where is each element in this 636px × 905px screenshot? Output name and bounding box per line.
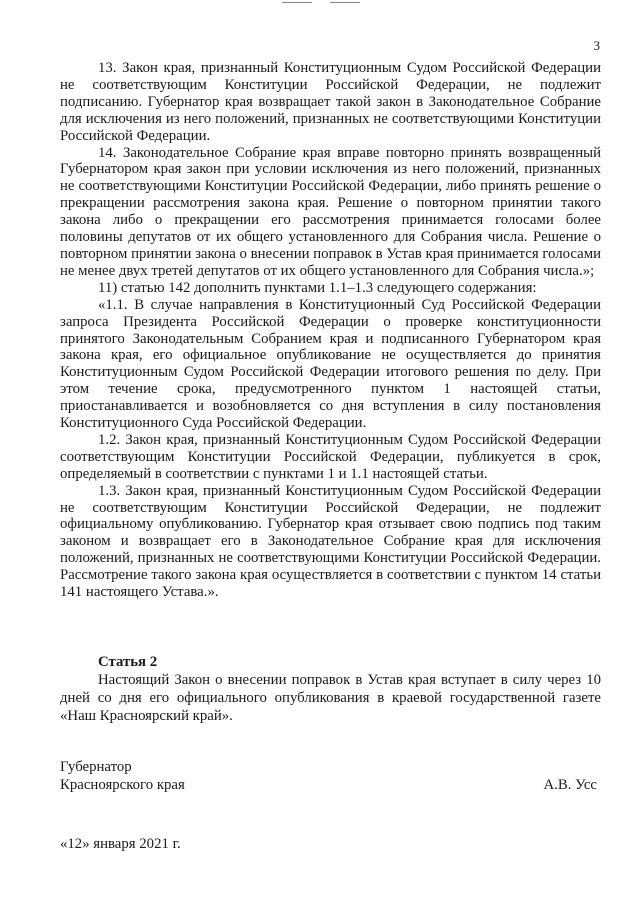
signatory-name: А.В. Усс: [543, 777, 597, 793]
paragraph-item-14: 14. Законодательное Собрание края вправе повторно принять возвращенный Губернатором края закон при условии исключения из него положений, признанных не соответствующими Конституции Российской Федерации, либо принять решение о прекращении рассмотрения закона края. Решение о повторном принятии такого закона либо о прекращении его рассмотрения принимается голосами более половины депутатов от их общего установленного для Собрания числа. Решение о повторном принятии закона о внесении поправок в Устав края принимается голосами не менее двух третей депутатов от их общего установленного для Собрания числа.»;: [60, 144, 601, 279]
article-2-heading: Статья 2: [98, 654, 158, 670]
page-number: 3: [593, 38, 600, 53]
page-top-marks: [282, 0, 372, 6]
signature-line-2: [60, 776, 601, 794]
signatory-title-line2: Красноярского края: [60, 777, 185, 793]
paragraph-item-13: 13. Закон края, признанный Конституционным Судом Российской Федерации не соответствующим Конституции Российской Федерации, не подлежит подписанию. Губернатор края возвращает такой закон в Законодательное Собрание для исключения из него положений, признанных не соответствующими Конституции Российской Федерации.: [60, 60, 601, 144]
article-2-text: Настоящий Закон о внесении поправок в Устав края вступает в силу через 10 дней со дня его официального опубликования в краевой государственной газете «Наш Красноярский край».: [60, 672, 601, 724]
paragraph-item-1-2: 1.2. Закон края, признанный Конституционным Судом Российской Федерации соответствующим Конституции Российской Федерации, публикуется в срок, определяемый в соответствии с пунктами 1 и 1.1 настоящей статьи.: [60, 431, 601, 482]
paragraph-item-1-3: 1.3. Закон края, признанный Конституционным Судом Российской Федерации не соответствующим Конституции Российской Федерации, не подлежит официальному опубликованию. Губернатор края отзывает свою подпись под таким законом и возвращает его в Законодательное Собрание края для исключения положений, признанных не соответствующими Конституции Российской Федерации. Рассмотрение такого закона края осуществляется в соответствии с пунктом 14 статьи 141 настоящего Устава.».: [60, 482, 601, 601]
article-2: [60, 653, 601, 725]
document-date: «12» января 2021 г.: [60, 836, 181, 852]
paragraph-subpoint-11: 11) статью 142 дополнить пунктами 1.1–1.3 следующего содержания:: [98, 279, 537, 296]
signatory-title-line1: Губернатор: [60, 759, 132, 775]
law-body-text: [60, 60, 601, 601]
paragraph-item-1-1: «1.1. В случае направления в Конституционный Суд Российской Федерации запроса Президента Российской Федерации о проверке конституционности принятого Законодательным Собранием края и подписанного Губернатором края закона края, его официальное опубликование не осуществляется до принятия Конституционным Судом Российской Федерации итогового решения по делу. При этом течение срока, предусмотренного пунктом 1 настоящей статьи, приостанавливается и возобновляется со дня вступления в силу постановления Конституционного Суда Российской Федерации.: [60, 296, 601, 432]
signature-line-1: [60, 758, 601, 776]
signature-block: [60, 758, 601, 794]
